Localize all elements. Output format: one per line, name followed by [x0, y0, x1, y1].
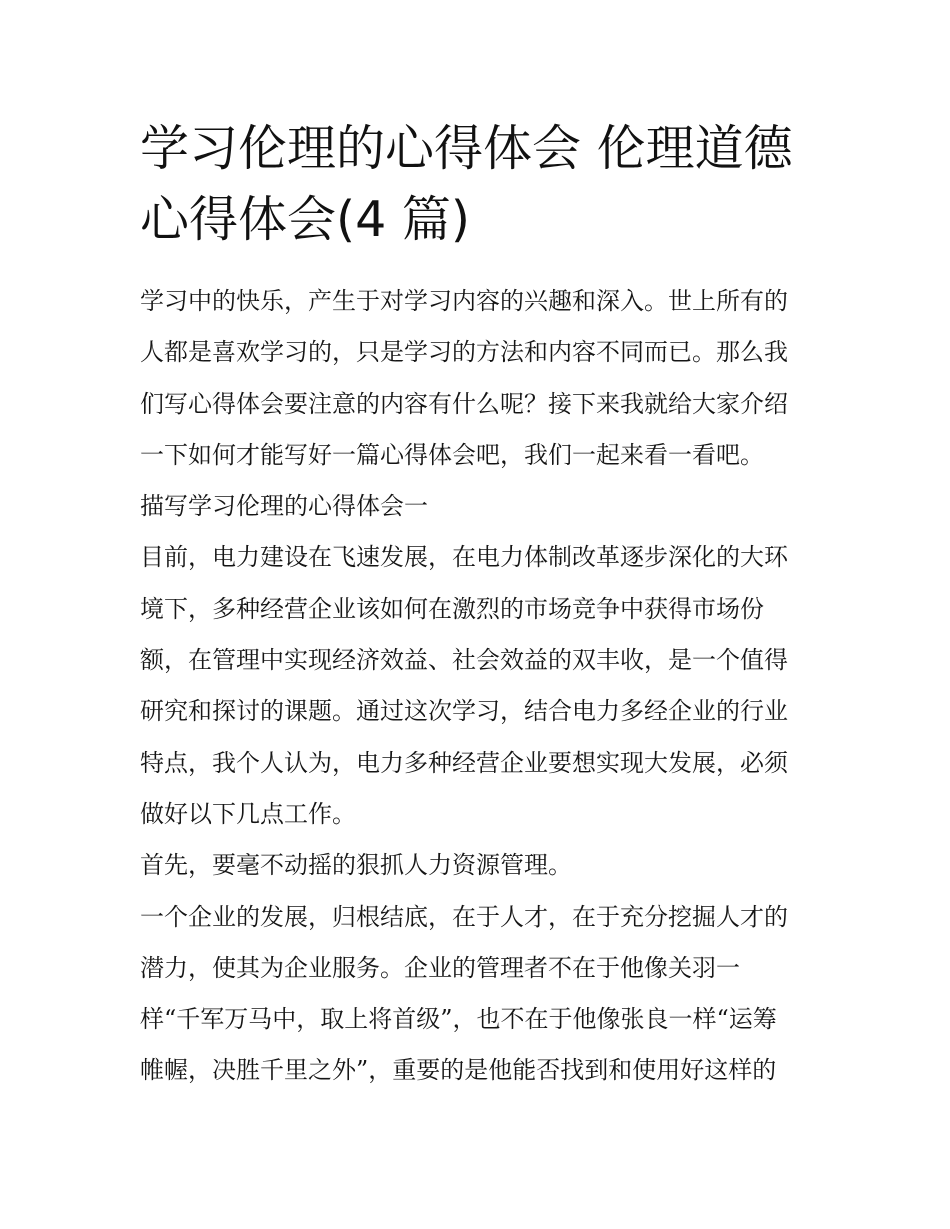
intro-line-2: 人都是喜欢学习的，只是学习的方法和内容不同而已。那么我	[140, 338, 788, 367]
intro-line-4: 一下如何才能写好一篇心得体会吧，我们一起来看一看吧。	[140, 440, 764, 469]
paragraph-line: 额，在管理中实现经济效益、社会效益的双丰收，是一个值得	[140, 646, 788, 675]
intro-line-1: 学习中的快乐，产生于对学习内容的兴趣和深入。世上所有的	[140, 287, 788, 315]
paragraph-line: 做好以下几点工作。	[140, 799, 356, 828]
paragraph-line: 一个企业的发展，归根结底，在于人才，在于充分挖掘人才的	[140, 902, 788, 931]
paragraph-line: 研究和探讨的课题。通过这次学习，结合电力多经企业的行业	[140, 697, 788, 726]
intro-line-3: 们写心得体会要注意的内容有什么呢？接下来我就给大家介绍	[140, 389, 788, 418]
paragraph-line: 目前，电力建设在飞速发展，在电力体制改革逐步深化的大环	[140, 543, 788, 572]
document-body	[140, 276, 830, 1097]
title-line-1: 学习伦理的心得体会 伦理道德	[140, 120, 793, 177]
title-line-2: 心得体会(4 篇)	[140, 191, 470, 248]
paragraph-line: 帷幄，决胜千里之外”，重要的是他能否找到和使用好这样的	[140, 1056, 777, 1085]
paragraph-line: 境下，多种经营企业该如何在激烈的市场竞争中获得市场份	[140, 594, 764, 623]
paragraph-line: 潜力，使其为企业服务。企业的管理者不在于他像关羽一	[140, 953, 740, 982]
section-heading: 描写学习伦理的心得体会一	[140, 492, 428, 521]
document-title	[140, 113, 820, 255]
paragraph-line: 特点，我个人认为，电力多种经营企业要想实现大发展，必须	[140, 748, 788, 777]
paragraph-line: 样“千军万马中，取上将首级”，也不在于他像张良一样“运筹	[140, 1005, 777, 1034]
subheading-line: 首先，要毫不动摇的狠抓人力资源管理。	[140, 851, 572, 880]
